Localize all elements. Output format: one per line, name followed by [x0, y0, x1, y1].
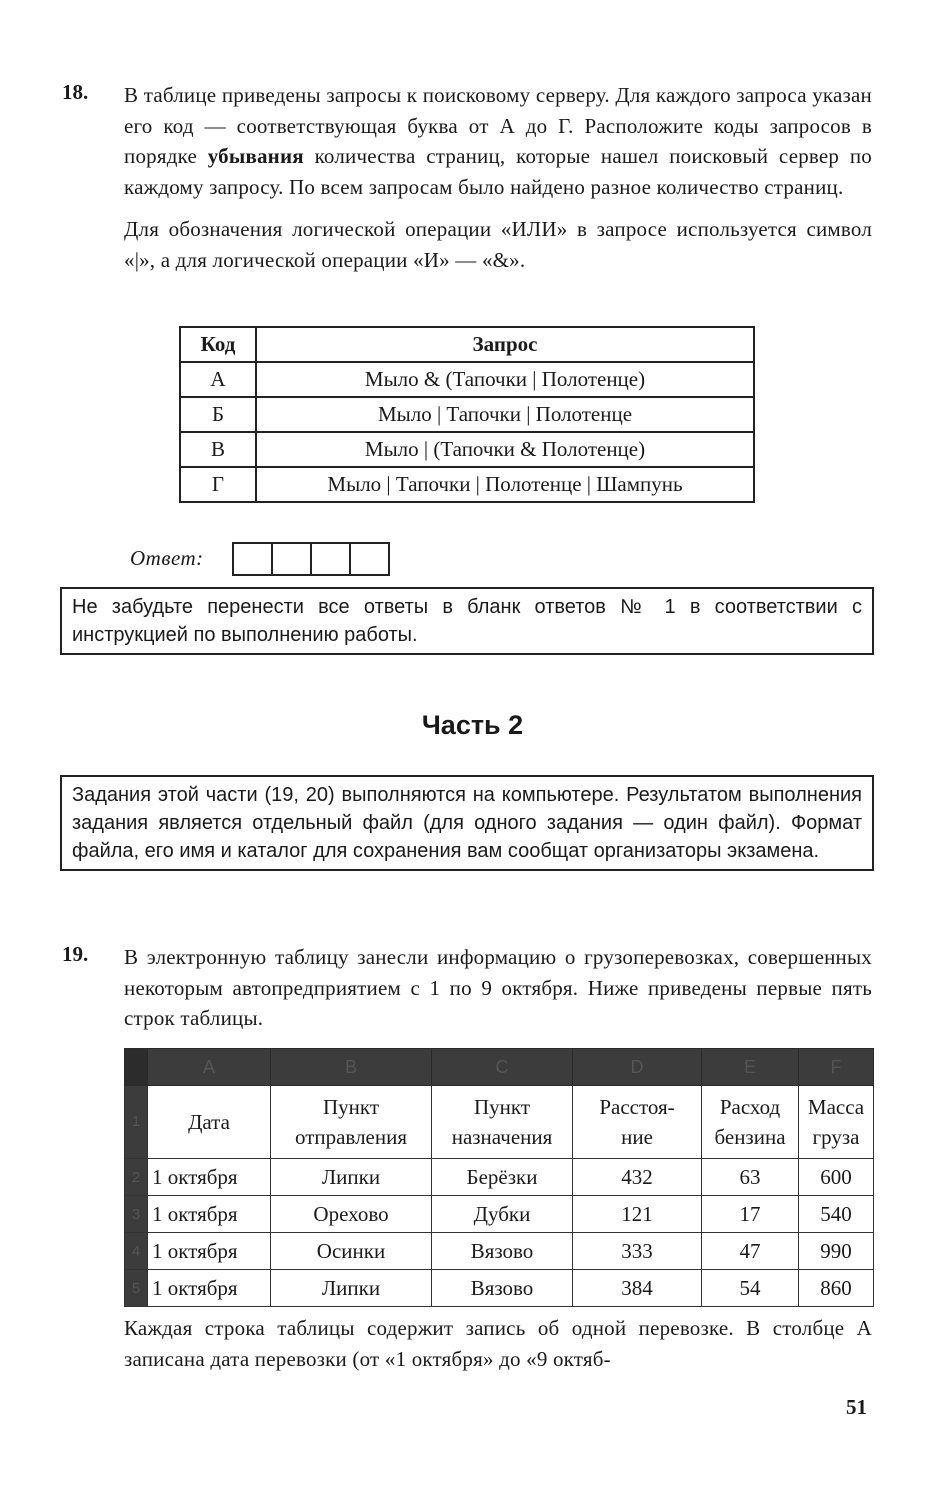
header-line: Пункт [473, 1095, 530, 1119]
cell-fuel: 17 [702, 1196, 799, 1233]
cell-mass: 600 [799, 1159, 874, 1196]
cell-origin: Орехово [271, 1196, 432, 1233]
answer-box[interactable] [312, 544, 351, 574]
cell-query: Мыло | Тапочки | Полотенце | Шампунь [256, 467, 754, 502]
task-19-paragraph-2: Каждая строка таблицы содержит запись об одной перевозке. В столбце А записана дата перевозки (от «1 октября» до «9 октяб- [124, 1316, 872, 1371]
task-19-body [124, 942, 872, 1034]
cell-date: 1 октября [148, 1159, 271, 1196]
task-19-body-2 [124, 1313, 872, 1374]
table-row [180, 362, 754, 397]
cell-origin: Липки [271, 1159, 432, 1196]
cell-origin: Осинки [271, 1233, 432, 1270]
column-letter: E [702, 1049, 799, 1086]
task-18-body [124, 80, 872, 275]
column-letter: F [799, 1049, 874, 1086]
cell-code: Б [180, 397, 256, 432]
answer-box[interactable] [234, 544, 273, 574]
header-line: груза [812, 1125, 860, 1149]
cell-date: 1 октября [148, 1196, 271, 1233]
cell-mass: 540 [799, 1196, 874, 1233]
header-cell [432, 1086, 573, 1159]
cell-code: А [180, 362, 256, 397]
cell-mass: 990 [799, 1233, 874, 1270]
header-line: Расстоя- [599, 1095, 675, 1119]
header-row [125, 1086, 874, 1159]
cell-query: Мыло | Тапочки | Полотенце [256, 397, 754, 432]
task-number: 19. [62, 942, 89, 966]
text-span: количества страниц, которые нашел поисковый сервер по каждому запросу. По всем запросам было найдено разное количество страниц. [124, 144, 872, 199]
row-number: 2 [125, 1159, 148, 1196]
column-letters-row [125, 1049, 874, 1086]
header-cell [148, 1086, 271, 1159]
header-line: Дата [188, 1110, 230, 1134]
text-span: В таблице приведены запросы к поисковому серверу. Для каждого запроса указан его код — соответствующая буква от А до Г. Расположите коды запросов в порядке [124, 83, 872, 168]
emphasis: убывания [207, 144, 304, 168]
task-18-paragraph-1 [124, 80, 872, 202]
cell-distance: 333 [573, 1233, 702, 1270]
table-row [125, 1233, 874, 1270]
table-row [180, 467, 754, 502]
header-cell [573, 1086, 702, 1159]
cell-date: 1 октября [148, 1270, 271, 1307]
part-2-title: Часть 2 [421, 710, 524, 740]
part-2-instructions: Задания этой части (19, 20) выполняются на компьютере. Результатом выполнения задания является отдельный файл (для одного задания — один файл). Формат файла, его имя и каталог для сохранения вам сообщат организаторы экзамена. [60, 775, 874, 871]
header-line: Масса [807, 1095, 865, 1119]
cell-destination: Дубки [432, 1196, 573, 1233]
cell-mass: 860 [799, 1270, 874, 1307]
table-header-row [180, 327, 754, 362]
header-line: бензина [714, 1125, 786, 1149]
column-letter: D [573, 1049, 702, 1086]
header-cell [271, 1086, 432, 1159]
cell-origin: Липки [271, 1270, 432, 1307]
cell-query: Мыло | (Тапочки & Полотенце) [256, 432, 754, 467]
page-number: 51 [846, 1395, 867, 1419]
query-table [179, 326, 755, 503]
cell-destination: Берёзки [432, 1159, 573, 1196]
cell-distance: 121 [573, 1196, 702, 1233]
header-line: Расход [719, 1095, 781, 1119]
cell-fuel: 63 [702, 1159, 799, 1196]
answer-box[interactable] [273, 544, 312, 574]
header-cell [799, 1086, 874, 1159]
header-line: отправления [294, 1125, 408, 1149]
spreadsheet-table [124, 1048, 874, 1307]
table-row [180, 397, 754, 432]
column-letter: B [271, 1049, 432, 1086]
cell-distance: 384 [573, 1270, 702, 1307]
header-cell [702, 1086, 799, 1159]
row-number: 3 [125, 1196, 148, 1233]
column-header-query: Запрос [256, 327, 754, 362]
column-header-code: Код [180, 327, 256, 362]
row-number: 5 [125, 1270, 148, 1307]
cell-code: В [180, 432, 256, 467]
cell-query: Мыло & (Тапочки | Полотенце) [256, 362, 754, 397]
cell-destination: Вязово [432, 1270, 573, 1307]
column-letter: A [148, 1049, 271, 1086]
answer-label: Ответ: [130, 546, 204, 570]
row-number: 1 [125, 1086, 148, 1159]
table-row [125, 1270, 874, 1307]
column-letter: C [432, 1049, 573, 1086]
header-line: назначения [451, 1125, 553, 1149]
cell-distance: 432 [573, 1159, 702, 1196]
task-18-paragraph-2: Для обозначения логической операции «ИЛИ» в запросе используется символ «|», а для логической операции «И» — «&». [124, 217, 872, 272]
table-row [180, 432, 754, 467]
cell-fuel: 47 [702, 1233, 799, 1270]
cell-destination: Вязово [432, 1233, 573, 1270]
answer-box[interactable] [351, 544, 388, 574]
table-row [125, 1196, 874, 1233]
row-number: 4 [125, 1233, 148, 1270]
cell-code: Г [180, 467, 256, 502]
task-number: 18. [62, 80, 89, 104]
transfer-answers-notice: Не забудьте перенести все ответы в бланк ответов № 1 в соответствии с инструкцией по выполнению работы. [60, 587, 874, 655]
cell-date: 1 октября [148, 1233, 271, 1270]
answer-boxes[interactable] [232, 542, 390, 576]
task-19-paragraph-1: В электронную таблицу занесли информацию о грузоперевозках, совершенных некоторым автопредприятием с 1 по 9 октября. Ниже приведены первые пять строк таблицы. [124, 945, 872, 1030]
cell-fuel: 54 [702, 1270, 799, 1307]
corner-cell [125, 1049, 148, 1086]
header-line: Пункт [322, 1095, 379, 1119]
header-line: ние [621, 1125, 653, 1149]
table-row [125, 1159, 874, 1196]
